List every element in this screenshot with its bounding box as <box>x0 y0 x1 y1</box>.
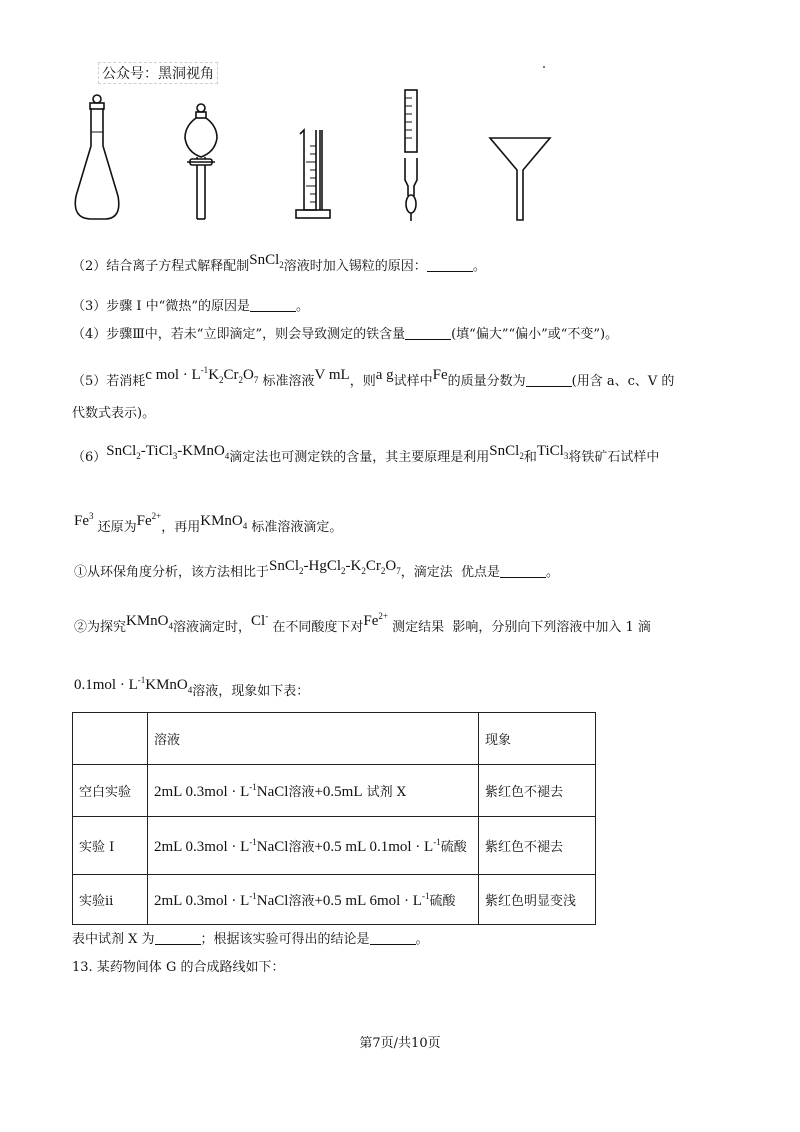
row-phenomenon: 紫红色不褪去 <box>479 817 596 875</box>
burette-icon <box>405 90 417 221</box>
lab-apparatus-figure <box>60 86 560 226</box>
funnel-icon <box>490 138 550 220</box>
question-6-cont: Fe$^3$ 还原为$Fe^{2+}$，再用KMnO$_4$ 标准溶液滴定。 <box>74 511 343 535</box>
separatory-funnel-icon <box>185 104 217 219</box>
answer-blank[interactable] <box>370 930 416 945</box>
watermark: 公众号：黑洞视角 <box>98 62 218 84</box>
question-6-part-2-cont: $0.1mol \cdot L^{-1}KMnO_4$溶液，现象如下表： <box>74 675 310 699</box>
table-header-row <box>73 713 596 765</box>
row-label: 实验ii <box>73 875 148 925</box>
row-phenomenon: 紫红色明显变浅 <box>479 875 596 925</box>
answer-blank[interactable] <box>427 257 473 272</box>
table-followup: 表中试剂 X 为 ；根据该实验可得出的结论是 。 <box>72 932 429 947</box>
question-3: （3）步骤 I 中“微热”的原因是 。 <box>72 299 309 314</box>
answer-blank[interactable] <box>250 297 296 312</box>
answer-blank[interactable] <box>526 372 572 387</box>
experiment-table <box>72 712 596 925</box>
question-13: 13. 某药物间体 G 的合成路线如下： <box>72 960 285 975</box>
question-6: （6）SnCl$_2$-TiCl$_3$-KMnO$_4$滴定法也可测定铁的含量，其主要原理是利用SnCl$_2$和TiCl$_3$将铁矿石试样中 <box>72 443 660 465</box>
volumetric-flask-icon <box>75 95 119 219</box>
table-header-solution: 溶液 <box>148 713 479 765</box>
question-4: （4）步骤Ⅲ中，若未“立即滴定”，则会导致测定的铁含量 (填“偏大”“偏小”或“不变”)。 <box>72 327 619 342</box>
row-label: 空白实验 <box>73 765 148 817</box>
question-2: （2）结合离子方程式解释配制SnCl$_2$溶液时加入锡粒的原因： 。 <box>72 252 486 274</box>
answer-blank[interactable] <box>500 563 546 578</box>
table-row <box>73 817 596 875</box>
row-solution: 2mL $0.3mol \cdot L^{-1}NaCl$溶液+0.5 mL $0.1mol \cdot L^{-1}$硫酸 <box>148 817 479 875</box>
table-row <box>73 875 596 925</box>
speck <box>543 66 545 68</box>
answer-blank[interactable] <box>155 930 201 945</box>
question-6-part-2: ②为探究KMnO$_4$溶液滴定时，Cl- 在不同酸度下对$Fe^{2+}$ 测定结果 影响，分别向下列溶液中加入 1 滴 <box>74 611 651 635</box>
graduated-cylinder-icon <box>296 130 330 218</box>
answer-blank[interactable] <box>405 325 451 340</box>
table-header-phenomenon: 现象 <box>479 713 596 765</box>
page-footer: 第7页/共10页 <box>359 1036 441 1051</box>
row-solution: 2mL $0.3mol \cdot L^{-1}NaCl$溶液+0.5 mL $6mol \cdot L^{-1}$硫酸 <box>148 875 479 925</box>
question-5: （5）若消耗c mol · $L^{-1}K_2Cr_2O_7$ 标准溶液V mL，则a g试样中Fe的质量分数为 (用含 a、c、V 的 <box>72 365 675 389</box>
question-6-part-1: ①从环保角度分析，该方法相比于$SnCl_2-HgCl_2-K_2Cr_2O_7$，滴定法 优点是 。 <box>74 558 560 580</box>
row-label: 实验 I <box>73 817 148 875</box>
table-row <box>73 765 596 817</box>
row-phenomenon: 紫红色不褪去 <box>479 765 596 817</box>
row-solution: 2mL $0.3mol \cdot L^{-1}NaCl$溶液+0.5mL 试剂 X <box>148 765 479 817</box>
question-5-cont: 代数式表示)。 <box>72 406 156 421</box>
